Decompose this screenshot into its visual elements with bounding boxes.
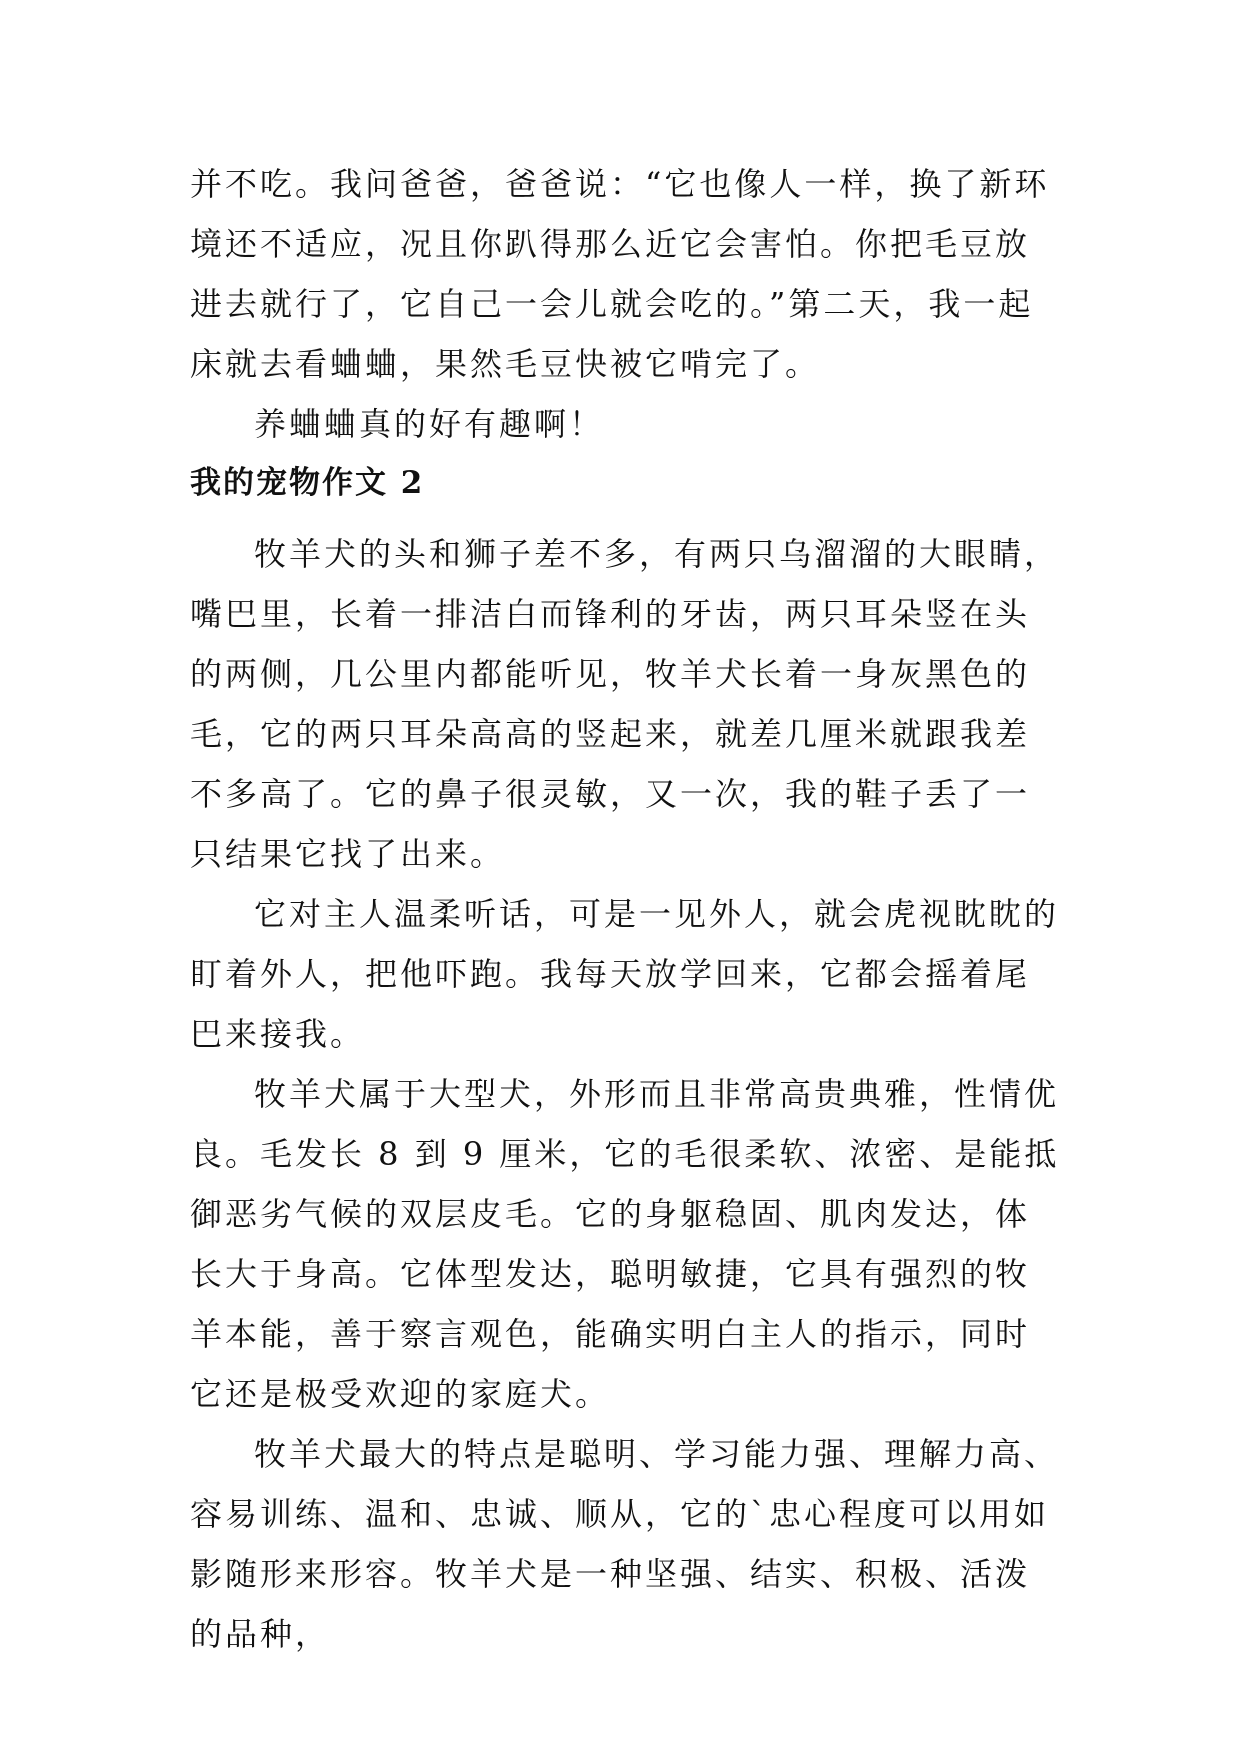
document-body	[190, 154, 1062, 1664]
paragraph-6: 牧羊犬最大的特点是聪明、学习能力强、理解力高、容易训练、温和、忠诚、顺从，它的`忠心程度可以用如影随形来形容。牧羊犬是一种坚强、结实、积极、活泼的品种，	[190, 1435, 1060, 1653]
section-title: 我的宠物作文 2	[190, 465, 425, 501]
paragraph-5: 牧羊犬属于大型犬，外形而且非常高贵典雅，性情优良。毛发长 8 到 9 厘米，它的毛很柔软、浓密、是能抵御恶劣气候的双层皮毛。它的身躯稳固、肌肉发达，体长大于身高。它体型发达，聪明敏捷，它具有强烈的牧羊本能，善于察言观色，能确实明白主人的指示，同时它还是极受欢迎的家庭犬。	[190, 1075, 1060, 1413]
paragraph-1: 并不吃。我问爸爸，爸爸说：“它也像人一样，换了新环境还不适应，况且你趴得那么近它会害怕。你把毛豆放进去就行了，它自己一会儿就会吃的。”第二天，我一起床就去看蛐蛐，果然毛豆快被它啃完了。	[190, 165, 1050, 383]
paragraph-2: 养蛐蛐真的好有趣啊！	[254, 405, 605, 443]
paragraph-3: 牧羊犬的头和狮子差不多，有两只乌溜溜的大眼睛，嘴巴里，长着一排洁白而锋利的牙齿，两只耳朵竖在头的两侧，几公里内都能听见，牧羊犬长着一身灰黑色的毛，它的两只耳朵高高的竖起来，就差几厘米就跟我差不多高了。它的鼻子很灵敏，又一次，我的鞋子丢了一只结果它找了出来。	[190, 535, 1060, 873]
paragraph-4: 它对主人温柔听话，可是一见外人，就会虎视眈眈的盯着外人，把他吓跑。我每天放学回来，它都会摇着尾巴来接我。	[190, 895, 1060, 1053]
